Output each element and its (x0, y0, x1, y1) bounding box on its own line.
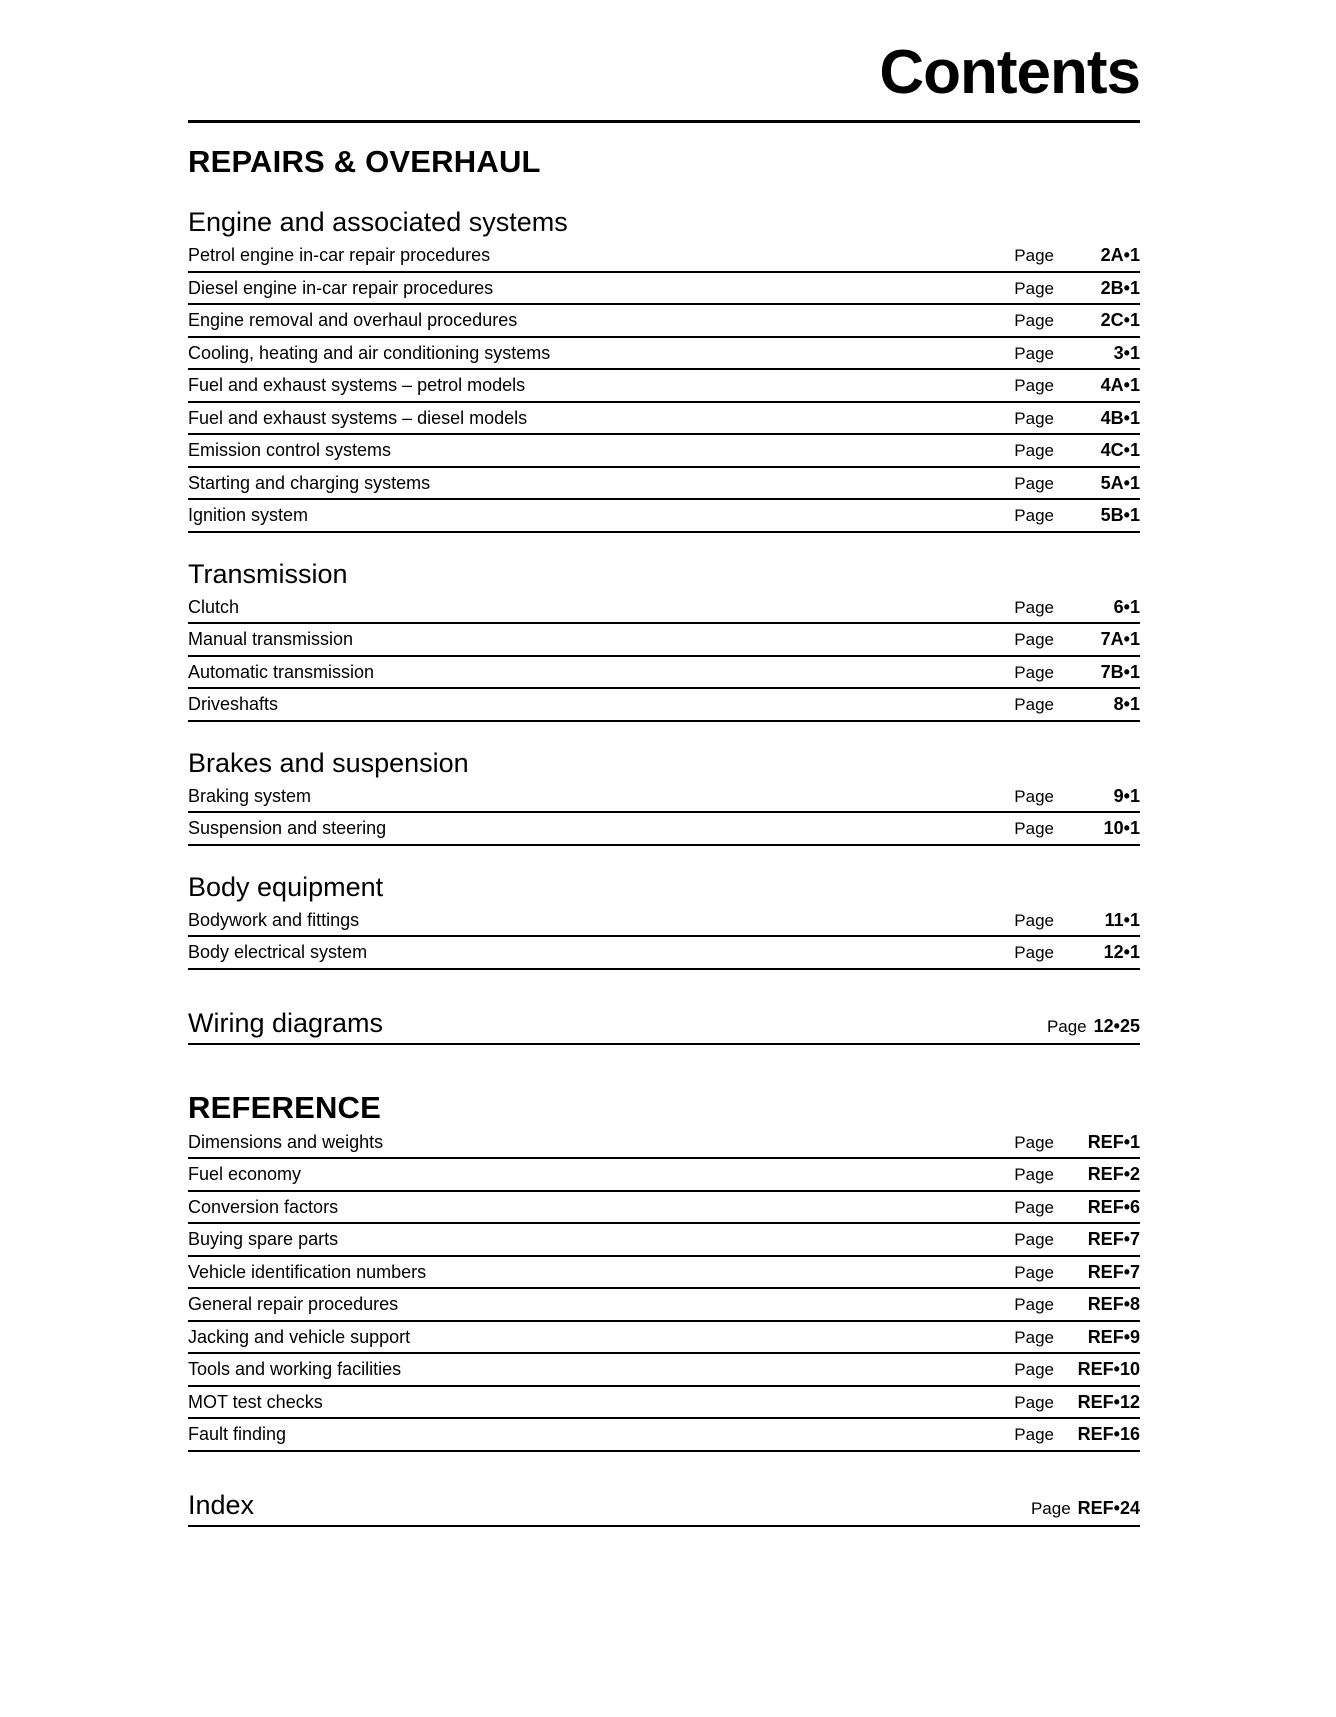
page-label: Page (1014, 943, 1054, 963)
page-label: Page (1014, 441, 1054, 461)
page-label: Page (1014, 408, 1054, 428)
entry-title: Engine removal and overhaul procedures (188, 310, 518, 331)
table-row[interactable] (188, 305, 1140, 338)
page-number: REF•9 (1087, 1326, 1140, 1347)
page-number: 4B•1 (1100, 407, 1140, 428)
page-label: Page (1030, 1498, 1071, 1518)
entry-title: Jacking and vehicle support (188, 1326, 411, 1347)
entry-title: General repair procedures (188, 1294, 399, 1315)
page-label: Page (1014, 1132, 1054, 1152)
table-row[interactable] (188, 1224, 1140, 1257)
page-label: Page (1014, 1360, 1054, 1380)
entry-title: Driveshafts (188, 694, 279, 715)
table-row[interactable] (188, 1127, 1140, 1160)
entry-title: Fuel and exhaust systems – petrol models (188, 375, 526, 396)
table-row[interactable] (188, 1289, 1140, 1322)
page-label: Page (1014, 910, 1054, 930)
page-number: REF•6 (1087, 1196, 1140, 1217)
table-row[interactable] (188, 813, 1140, 846)
table-row[interactable] (188, 1387, 1140, 1420)
page-label: Page (1014, 597, 1054, 617)
table-row[interactable] (188, 1354, 1140, 1387)
entry-title: Body electrical system (188, 942, 368, 963)
page-number: 10•1 (1103, 818, 1140, 839)
table-row[interactable] (188, 1419, 1140, 1452)
entry-title: Vehicle identification numbers (188, 1261, 427, 1282)
page-number: 5B•1 (1100, 505, 1140, 526)
page-number: 7A•1 (1100, 629, 1140, 650)
page-number: 11•1 (1104, 909, 1140, 930)
page-number: REF•10 (1077, 1359, 1140, 1380)
table-row[interactable] (188, 500, 1140, 533)
page-number: REF•7 (1087, 1261, 1140, 1282)
page-number: 12•25 (1093, 1015, 1140, 1036)
page-label: Page (1014, 695, 1054, 715)
entry-title: Clutch (188, 596, 240, 617)
entry-title: Suspension and steering (188, 818, 387, 839)
part-heading-repairs: REPAIRS & OVERHAUL (188, 144, 541, 179)
table-row[interactable] (188, 1322, 1140, 1355)
page-label: Page (1014, 278, 1054, 298)
table-row[interactable] (188, 689, 1140, 722)
table-row[interactable] (188, 240, 1140, 273)
entry-title: Fuel economy (188, 1164, 302, 1185)
title-divider (188, 120, 1140, 123)
group-heading-body: Body equipment (188, 871, 384, 902)
page-number: 9•1 (1113, 785, 1140, 806)
page-number: 2B•1 (1100, 277, 1140, 298)
entry-title: Starting and charging systems (188, 472, 431, 493)
entry-title: Dimensions and weights (188, 1131, 384, 1152)
entry-title: Petrol engine in-car repair procedures (188, 245, 491, 266)
table-row[interactable] (188, 1192, 1140, 1225)
entry-title: Automatic transmission (188, 661, 375, 682)
entry-list-brakes (188, 781, 1140, 846)
entry-list-body (188, 905, 1140, 970)
page-number: REF•7 (1087, 1229, 1140, 1250)
page-label: Page (1014, 311, 1054, 331)
table-row[interactable] (188, 273, 1140, 306)
table-row[interactable] (188, 937, 1140, 970)
entry-title: Braking system (188, 785, 312, 806)
page-label: Page (1014, 786, 1054, 806)
page-number: 2A•1 (1100, 245, 1140, 266)
table-row[interactable] (188, 781, 1140, 814)
entry-title: Fuel and exhaust systems – diesel models (188, 407, 528, 428)
entry-title: Diesel engine in-car repair procedures (188, 277, 494, 298)
page-number: 3•1 (1113, 342, 1140, 363)
table-row[interactable] (188, 592, 1140, 625)
contents-content (188, 0, 1140, 1527)
entry-title: Manual transmission (188, 629, 354, 650)
page-number: REF•16 (1077, 1424, 1140, 1445)
entry-title: Buying spare parts (188, 1229, 339, 1250)
page-number: 4C•1 (1100, 440, 1140, 461)
page-number: REF•2 (1087, 1164, 1140, 1185)
table-row[interactable] (188, 1159, 1140, 1192)
page-label: Page (1014, 1262, 1054, 1282)
table-row[interactable] (188, 403, 1140, 436)
page-label: Page (1014, 376, 1054, 396)
section-index[interactable] (188, 1490, 1140, 1527)
group-heading-transmission: Transmission (188, 558, 348, 589)
entry-title: Fault finding (188, 1424, 287, 1445)
entry-title: Index (188, 1489, 255, 1520)
page-label: Page (1014, 630, 1054, 650)
table-row[interactable] (188, 657, 1140, 690)
table-row[interactable] (188, 435, 1140, 468)
section-wiring-diagrams[interactable] (188, 1008, 1140, 1045)
entry-title: Bodywork and fittings (188, 909, 360, 930)
table-row[interactable] (188, 468, 1140, 501)
page-label: Page (1014, 1392, 1054, 1412)
entry-list-reference (188, 1127, 1140, 1452)
entry-title: Emission control systems (188, 440, 392, 461)
table-row[interactable] (188, 1257, 1140, 1290)
page-title: Contents (879, 38, 1140, 107)
page-number: REF•1 (1087, 1131, 1140, 1152)
entry-title: Ignition system (188, 505, 309, 526)
page-number: 5A•1 (1100, 472, 1140, 493)
group-heading-brakes: Brakes and suspension (188, 747, 469, 778)
entry-list-engine (188, 240, 1140, 533)
page-number: 2C•1 (1100, 310, 1140, 331)
table-row[interactable] (188, 624, 1140, 657)
entry-title: Cooling, heating and air conditioning systems (188, 342, 551, 363)
page-label: Page (1014, 1165, 1054, 1185)
page-number: REF•24 (1077, 1497, 1140, 1518)
page-number: 7B•1 (1100, 661, 1140, 682)
entry-title: Conversion factors (188, 1196, 339, 1217)
page-label: Page (1014, 1425, 1054, 1445)
page-label: Page (1014, 819, 1054, 839)
table-row[interactable] (188, 905, 1140, 938)
group-heading-engine: Engine and associated systems (188, 207, 568, 238)
entry-title: MOT test checks (188, 1391, 323, 1412)
page-label: Page (1014, 506, 1054, 526)
page-label: Page (1014, 343, 1054, 363)
table-row[interactable] (188, 338, 1140, 371)
page-label: Page (1014, 1295, 1054, 1315)
page-number: 6•1 (1113, 596, 1140, 617)
page-number: REF•12 (1077, 1391, 1140, 1412)
page-label: Page (1014, 246, 1054, 266)
part-heading-reference: REFERENCE (188, 1089, 381, 1125)
entry-title: Tools and working facilities (188, 1359, 402, 1380)
page-number: REF•8 (1087, 1294, 1140, 1315)
entry-title: Wiring diagrams (188, 1007, 384, 1038)
page-label: Page (1014, 1327, 1054, 1347)
page-label: Page (1014, 1230, 1054, 1250)
page-label: Page (1014, 473, 1054, 493)
page-label: Page (1046, 1016, 1087, 1036)
page-number: 8•1 (1113, 694, 1140, 715)
page-number: 12•1 (1103, 942, 1140, 963)
page-number: 4A•1 (1100, 375, 1140, 396)
entry-list-transmission (188, 592, 1140, 722)
page-label: Page (1014, 662, 1054, 682)
table-row[interactable] (188, 370, 1140, 403)
page-label: Page (1014, 1197, 1054, 1217)
